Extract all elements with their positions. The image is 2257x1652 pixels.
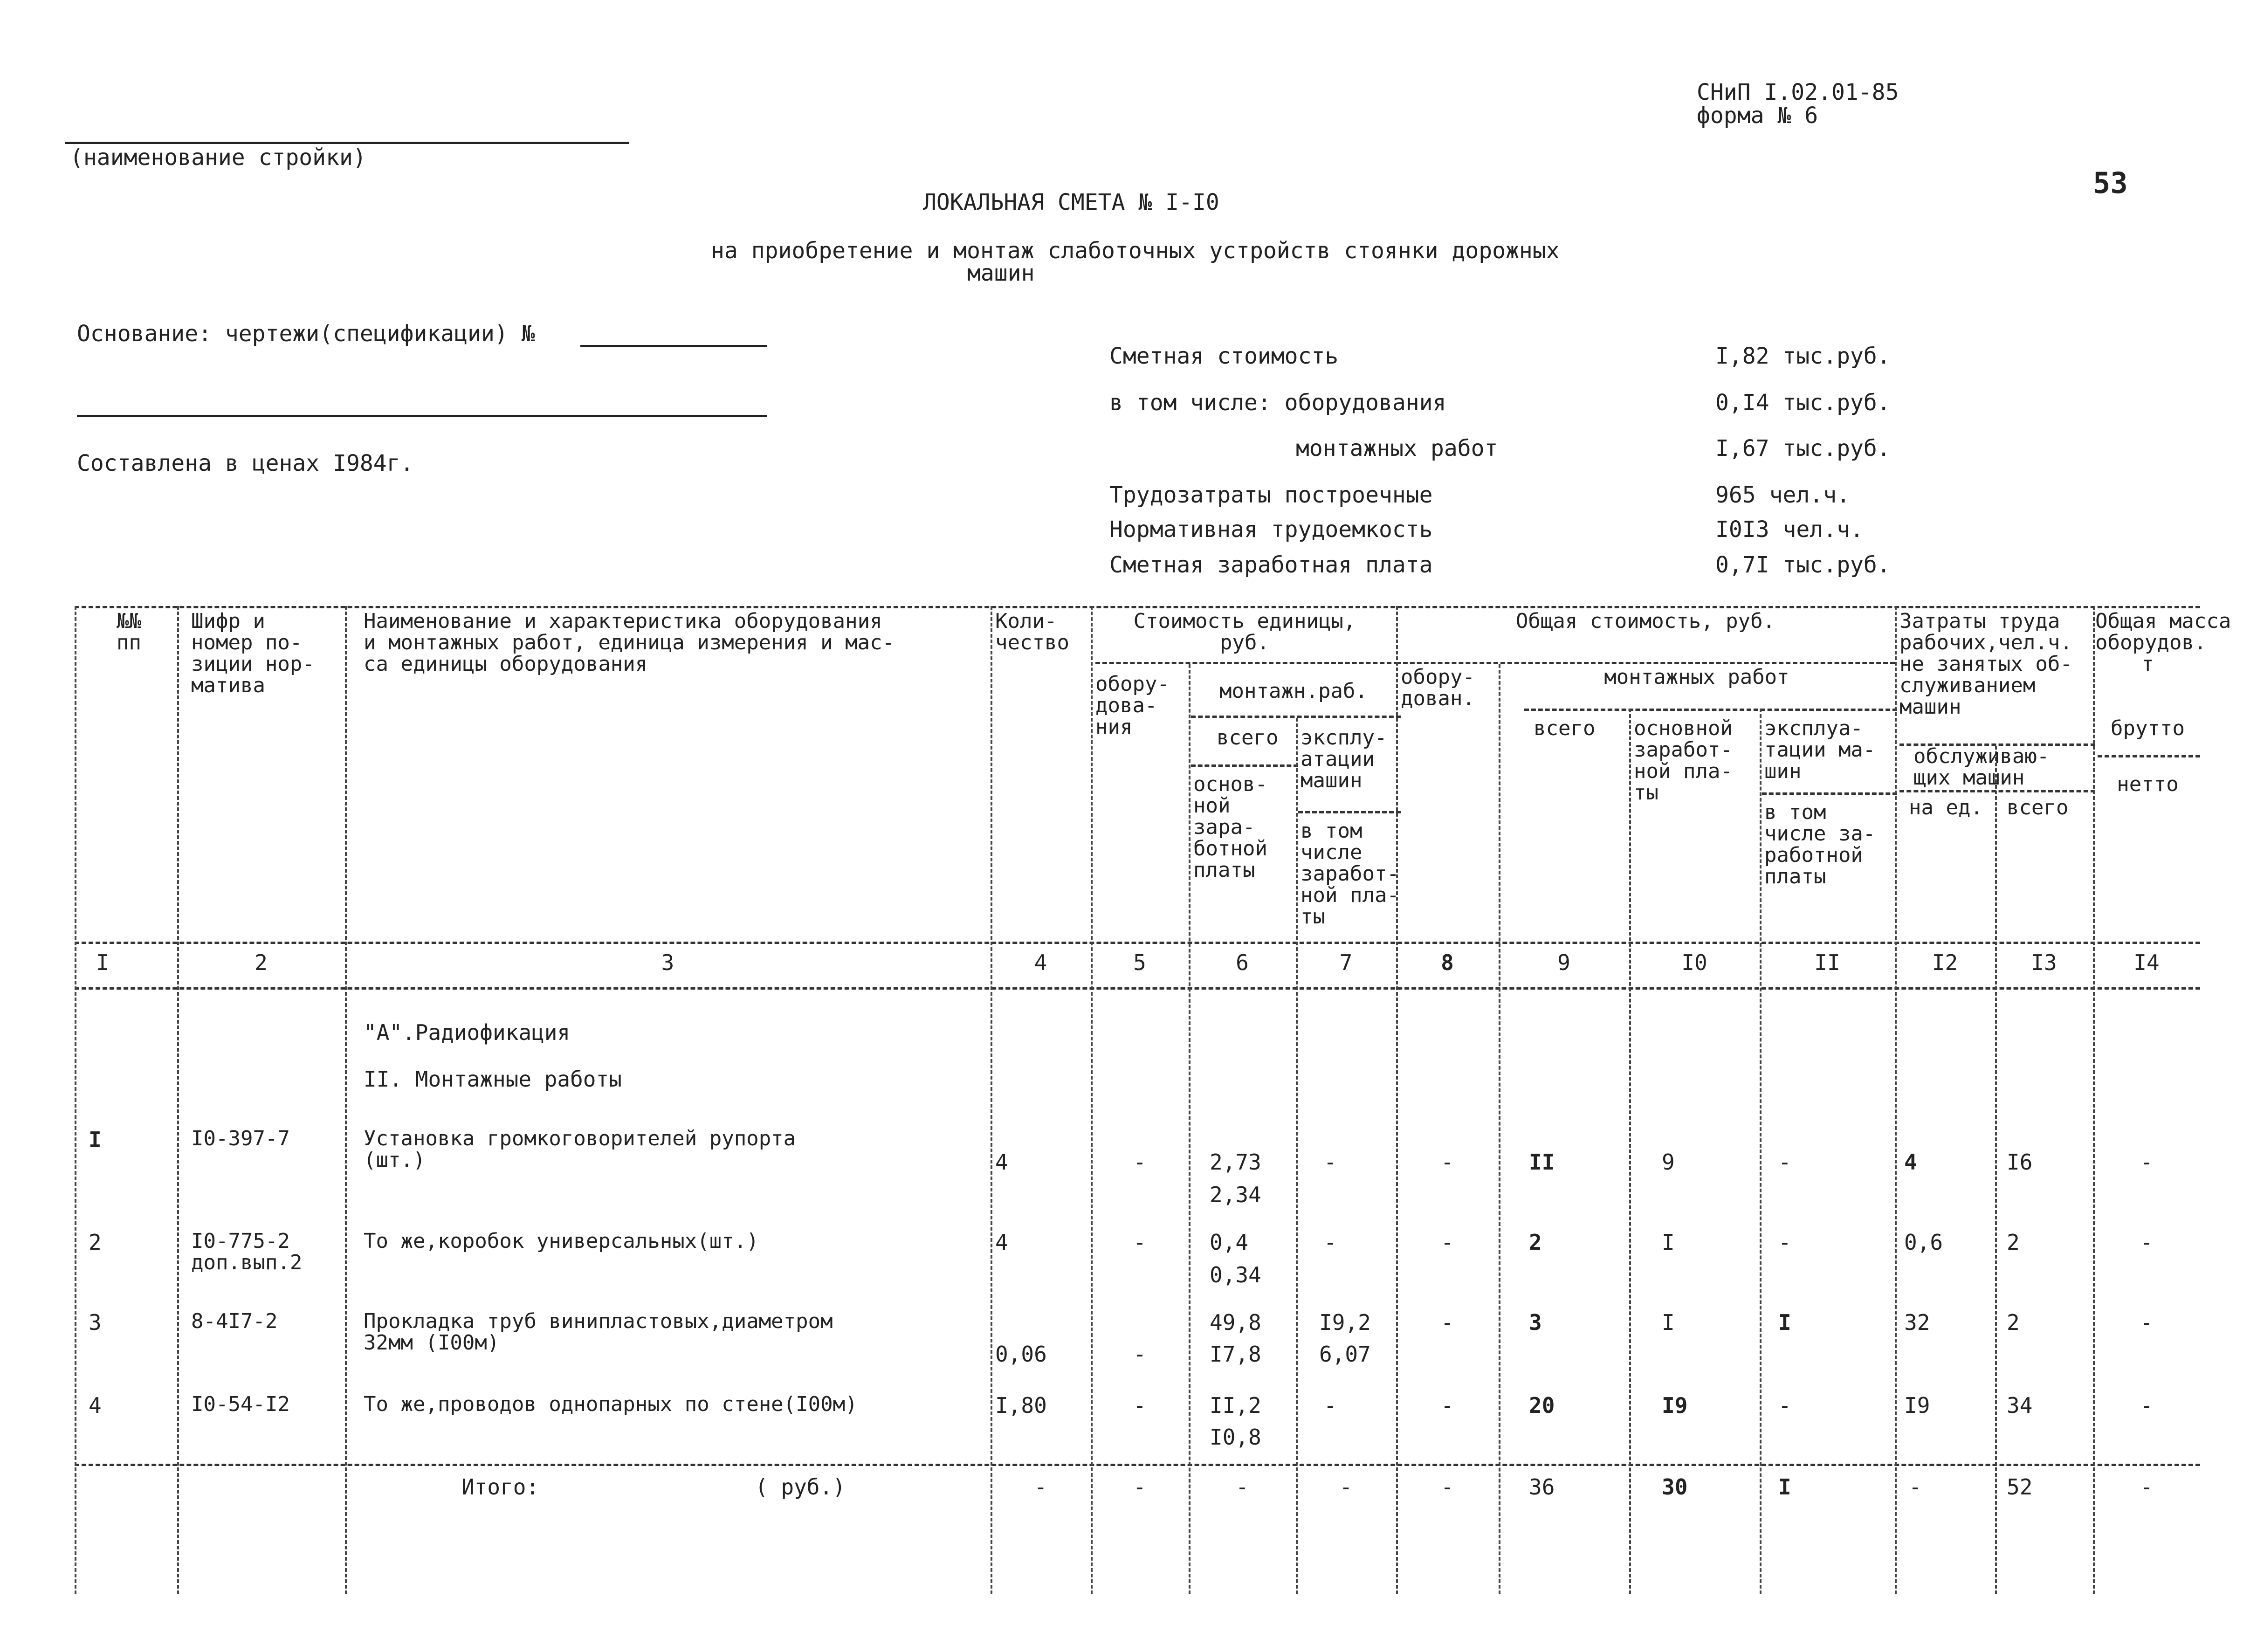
col-divider-0: [75, 606, 76, 1594]
row-4-c6-total: II,2: [1210, 1393, 1261, 1418]
header-c8: обору- дован.: [1401, 665, 1475, 710]
row-3-equip: -: [1133, 1342, 1146, 1367]
total-c10: 30: [1662, 1474, 1688, 1500]
subtitle-line-1: на приобретение и монтаж слаботочных устройств стоянки дорожных: [711, 238, 1560, 264]
colnum-7: 7: [1339, 950, 1353, 975]
row-2-qty: 4: [995, 1230, 1008, 1255]
colnum-3: 3: [661, 950, 674, 975]
rows-bottom-rule: [75, 1464, 2200, 1466]
colnum-6: 6: [1236, 950, 1249, 975]
row-3-c11: I: [1778, 1310, 1791, 1335]
summary-value-labor: 965 чел.ч.: [1715, 482, 1850, 508]
row-3-c14: -: [2140, 1310, 2153, 1335]
summary-label-estimated-cost: Сметная стоимость: [1109, 343, 1339, 369]
header-mass: Общая масса оборудов. т: [2095, 609, 2231, 676]
row-1-c12: 4: [1904, 1150, 1917, 1175]
summary-value-installation: I,67 тыс.руб.: [1715, 435, 1891, 461]
row-1-name: Установка громкоговорителей рупорта (шт.): [364, 1127, 796, 1172]
row-2-equip: -: [1133, 1230, 1146, 1255]
col-divider-2: [345, 606, 347, 1594]
row-4-c7-mach: -: [1324, 1393, 1337, 1418]
row-2-code: I0-775-2 доп.вып.2: [191, 1229, 303, 1274]
colnum-bottom-rule: [75, 987, 2200, 990]
c6-split-rule: [1191, 764, 1298, 767]
col-divider-13: [2093, 606, 2095, 1594]
header-unit-cost: Стоимость единицы, руб.: [1133, 609, 1356, 654]
mont-total-rule: [1524, 709, 1897, 711]
header-c6-bottom: основ- ной зара- ботной платы: [1193, 772, 1267, 882]
page-title: ЛОКАЛЬНАЯ СМЕТА № I-I0: [923, 189, 1219, 215]
row-2-c10: I: [1662, 1230, 1675, 1255]
header-mont-unit: монтажн.раб.: [1219, 679, 1368, 703]
colnum-10: I0: [1681, 950, 1707, 975]
row-4-c13: 34: [2007, 1393, 2033, 1418]
row-2-c9: 2: [1529, 1230, 1542, 1255]
drawings-label: Основание: чертежи(спецификации) №: [77, 321, 535, 347]
row-3-c7-wage: 6,07: [1319, 1342, 1371, 1367]
col-divider-4: [1091, 606, 1093, 1594]
row-1-c7-mach: -: [1324, 1150, 1337, 1175]
row-1-c8: -: [1441, 1150, 1454, 1175]
header-c2: Шифр и номер по- зиции нор- матива: [191, 609, 315, 697]
summary-label-equipment: в том числе: оборудования: [1109, 390, 1446, 416]
header-c1: №№ пп: [117, 609, 141, 654]
colnum-13: I3: [2031, 950, 2057, 975]
header-labor: Затраты труда рабочих,чел.ч. не занятых об- служиванием машин: [1899, 609, 2072, 719]
total-c12: -: [1909, 1474, 1922, 1500]
row-2-c14: -: [2140, 1230, 2153, 1255]
total-c11: I: [1778, 1474, 1791, 1500]
row-4-no: 4: [89, 1393, 102, 1418]
row-4-c10: I9: [1662, 1393, 1688, 1418]
total-c14: -: [2140, 1474, 2153, 1500]
header-c9: всего: [1534, 716, 1596, 740]
labor-sub-rule: [1899, 790, 2095, 792]
summary-value-wages: 0,7I тыс.руб.: [1715, 552, 1891, 578]
total-cost-rule: [1396, 662, 1895, 664]
row-3-c7-mach: I9,2: [1319, 1310, 1371, 1335]
row-3-qty: 0,06: [995, 1342, 1047, 1367]
header-c6-top: всего: [1217, 726, 1279, 750]
header-c11-bottom: в том числе за- работной платы: [1764, 800, 1876, 888]
colnum-14: I4: [2133, 950, 2160, 975]
row-4-code: I0-54-I2: [191, 1392, 290, 1416]
colnum-1: I: [96, 950, 109, 975]
total-c7: -: [1339, 1474, 1353, 1500]
row-1-no: I: [89, 1127, 102, 1152]
col-divider-11: [1895, 606, 1897, 1594]
header-c14-top: брутто: [2111, 716, 2185, 740]
snip-code: СНиП I.02.01-85: [1697, 79, 1899, 105]
row-1-qty: 4: [995, 1150, 1008, 1175]
row-4-c12: I9: [1904, 1393, 1930, 1418]
form-number: форма № 6: [1697, 103, 1818, 129]
header-total-cost: Общая стоимость, руб.: [1515, 609, 1775, 633]
colnum-5: 5: [1133, 950, 1146, 975]
row-1-code: I0-397-7: [191, 1127, 290, 1150]
row-1-c6-total: 2,73: [1210, 1150, 1261, 1175]
total-c6: -: [1236, 1474, 1249, 1500]
header-c4: Коли- чество: [995, 609, 1069, 654]
page-number: 53: [2093, 166, 2128, 200]
col-divider-5: [1189, 664, 1190, 1594]
summary-label-labor: Трудозатраты построечные: [1109, 482, 1433, 508]
row-2-c6-total: 0,4: [1210, 1230, 1249, 1255]
header-c5: обору- дова- ния: [1095, 672, 1170, 739]
summary-label-installation: монтажных работ: [1296, 435, 1498, 461]
total-unit: ( руб.): [755, 1474, 846, 1500]
colnum-2: 2: [255, 950, 268, 975]
row-3-c10: I: [1662, 1310, 1675, 1335]
c11-split-rule: [1762, 792, 1897, 795]
row-3-code: 8-4I7-2: [191, 1309, 278, 1333]
subtitle-line-2: машин: [967, 260, 1035, 286]
row-1-c10: 9: [1662, 1150, 1675, 1175]
row-3-c8: -: [1441, 1310, 1454, 1335]
row-4-name: То же,проводов однопарных по стене(I00м): [364, 1392, 858, 1416]
construction-caption: (наименование стройки): [70, 145, 366, 171]
drawings-number-line: [580, 345, 767, 347]
total-c13: 52: [2007, 1474, 2033, 1500]
total-equip: -: [1133, 1474, 1146, 1500]
summary-label-norm-labor: Нормативная трудоемкость: [1109, 516, 1433, 543]
row-4-c6-wage: I0,8: [1210, 1425, 1261, 1450]
header-c3: Наименование и характеристика оборудования и монтажных работ, единица измерения и мас- са единицы оборудования: [364, 609, 895, 676]
row-3-c12: 32: [1904, 1310, 1930, 1335]
construction-name-line: [65, 142, 629, 144]
total-c8: -: [1441, 1474, 1454, 1500]
c7-split-rule: [1298, 811, 1401, 813]
row-2-name: То же,коробок универсальных(шт.): [364, 1229, 759, 1253]
header-mont-total: монтажных работ: [1604, 665, 1789, 689]
row-3-c9: 3: [1529, 1310, 1542, 1335]
row-4-c14: -: [2140, 1393, 2153, 1418]
row-2-c7-mach: -: [1324, 1230, 1337, 1255]
col-divider-9: [1629, 709, 1631, 1594]
col-divider-10: [1760, 709, 1762, 1594]
row-3-name: Прокладка труб винипластовых,диаметром 32мм (I00м): [364, 1309, 833, 1355]
colnum-8: 8: [1441, 950, 1454, 975]
row-1-c6-wage: 2,34: [1210, 1182, 1261, 1207]
colnum-9: 9: [1557, 950, 1570, 975]
row-2-c13: 2: [2007, 1230, 2020, 1255]
row-4-c11: -: [1778, 1393, 1791, 1418]
header-c7-bottom: в том числе заработ- ной пла- ты: [1301, 819, 1399, 929]
section-title: "А".Радиофикация: [364, 1020, 571, 1045]
total-qty: -: [1034, 1474, 1047, 1500]
colnum-11: II: [1814, 950, 1840, 975]
col-divider-6: [1296, 718, 1298, 1594]
header-c10: основной заработ- ной пла- ты: [1634, 716, 1733, 805]
row-2-c11: -: [1778, 1230, 1791, 1255]
header-c14-bottom: нетто: [2117, 772, 2179, 796]
col-divider-8: [1499, 664, 1500, 1594]
row-2-c8: -: [1441, 1230, 1454, 1255]
row-4-equip: -: [1133, 1393, 1146, 1418]
col-divider-3: [991, 606, 992, 1594]
row-3-c13: 2: [2007, 1310, 2020, 1335]
row-2-no: 2: [89, 1230, 102, 1255]
row-4-c9: 20: [1529, 1393, 1555, 1418]
row-2-c6-wage: 0,34: [1210, 1262, 1261, 1287]
summary-label-wages: Сметная заработная плата: [1109, 552, 1433, 578]
subsection-title: II. Монтажные работы: [364, 1067, 622, 1092]
header-c7-top: эксплу- атации машин: [1301, 726, 1387, 792]
summary-value-norm-labor: I0I3 чел.ч.: [1715, 516, 1864, 543]
header-bottom-rule: [75, 942, 2200, 944]
header-c12: на ед.: [1909, 796, 1983, 819]
row-4-qty: I,80: [995, 1393, 1047, 1418]
row-3-no: 3: [89, 1310, 102, 1335]
row-3-c6-total: 49,8: [1210, 1310, 1261, 1335]
prices-label: Составлена в ценах I984г.: [77, 450, 414, 476]
row-2-c12: 0,6: [1904, 1230, 1943, 1255]
row-1-c13: I6: [2007, 1150, 2033, 1175]
header-c11-top: эксплуа- тации ма- шин: [1764, 716, 1876, 783]
header-labor-sub: обслуживаю- щих машин: [1913, 744, 2050, 790]
row-1-equip: -: [1133, 1150, 1146, 1175]
total-label: Итого:: [461, 1474, 539, 1500]
drawings-extra-line: [77, 415, 767, 417]
header-c13: всего: [2007, 796, 2069, 819]
row-1-c11: -: [1778, 1150, 1791, 1175]
unit-cost-rule: [1095, 662, 1398, 664]
row-3-c6-wage: I7,8: [1210, 1342, 1261, 1367]
colnum-4: 4: [1034, 950, 1047, 975]
mass-rule: [2098, 755, 2200, 757]
row-4-c8: -: [1441, 1393, 1454, 1418]
summary-value-equipment: 0,I4 тыс.руб.: [1715, 390, 1891, 416]
row-1-c14: -: [2140, 1150, 2153, 1175]
col-divider-1: [177, 606, 179, 1594]
colnum-12: I2: [1932, 950, 1958, 975]
table-top-rule: [75, 606, 2200, 608]
row-1-c9: II: [1529, 1150, 1555, 1175]
col-divider-12: [1995, 746, 1997, 1594]
summary-value-estimated-cost: I,82 тыс.руб.: [1715, 343, 1891, 369]
col-divider-7: [1396, 606, 1398, 1594]
total-c9: 36: [1529, 1474, 1555, 1500]
